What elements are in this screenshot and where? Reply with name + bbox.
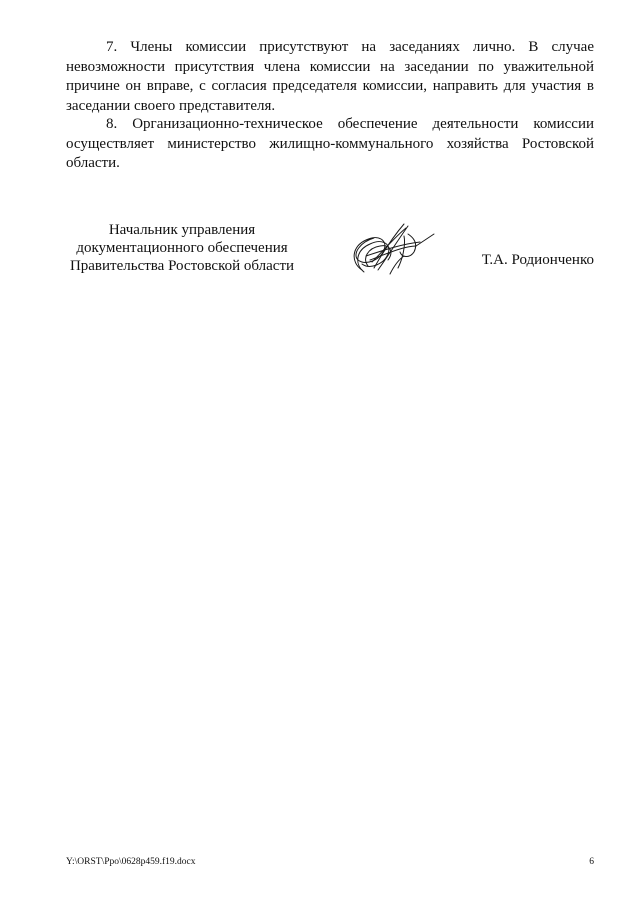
- signatory-title: [66, 221, 298, 275]
- paragraph-8: 8. Организационно-техническое обеспечение деятельности комиссии осуществляет министерство жилищно-коммунального хозяйства Ростовской области.: [66, 116, 594, 171]
- signatory-name: Т.А. Родионченко: [481, 252, 594, 268]
- page-number: 6: [589, 857, 594, 867]
- handwritten-signature: [344, 216, 436, 278]
- signatory-title-line-2: документационного обеспечения: [76, 240, 288, 256]
- signatory-title-line-1: Начальник управления: [108, 222, 256, 238]
- signatory-title-line-3: Правительства Ростовской области: [69, 258, 295, 274]
- footer-file-path: Y:\ORST\Ppo\0628p459.f19.docx: [66, 857, 196, 867]
- paragraph-7: 7. Члены комиссии присутствуют на заседаниях лично. В случае невозможности присутствия члена комиссии на заседании по уважительной причине он вправе, с согласия председателя комиссии, направить для участия в заседании своего представителя.: [66, 39, 594, 114]
